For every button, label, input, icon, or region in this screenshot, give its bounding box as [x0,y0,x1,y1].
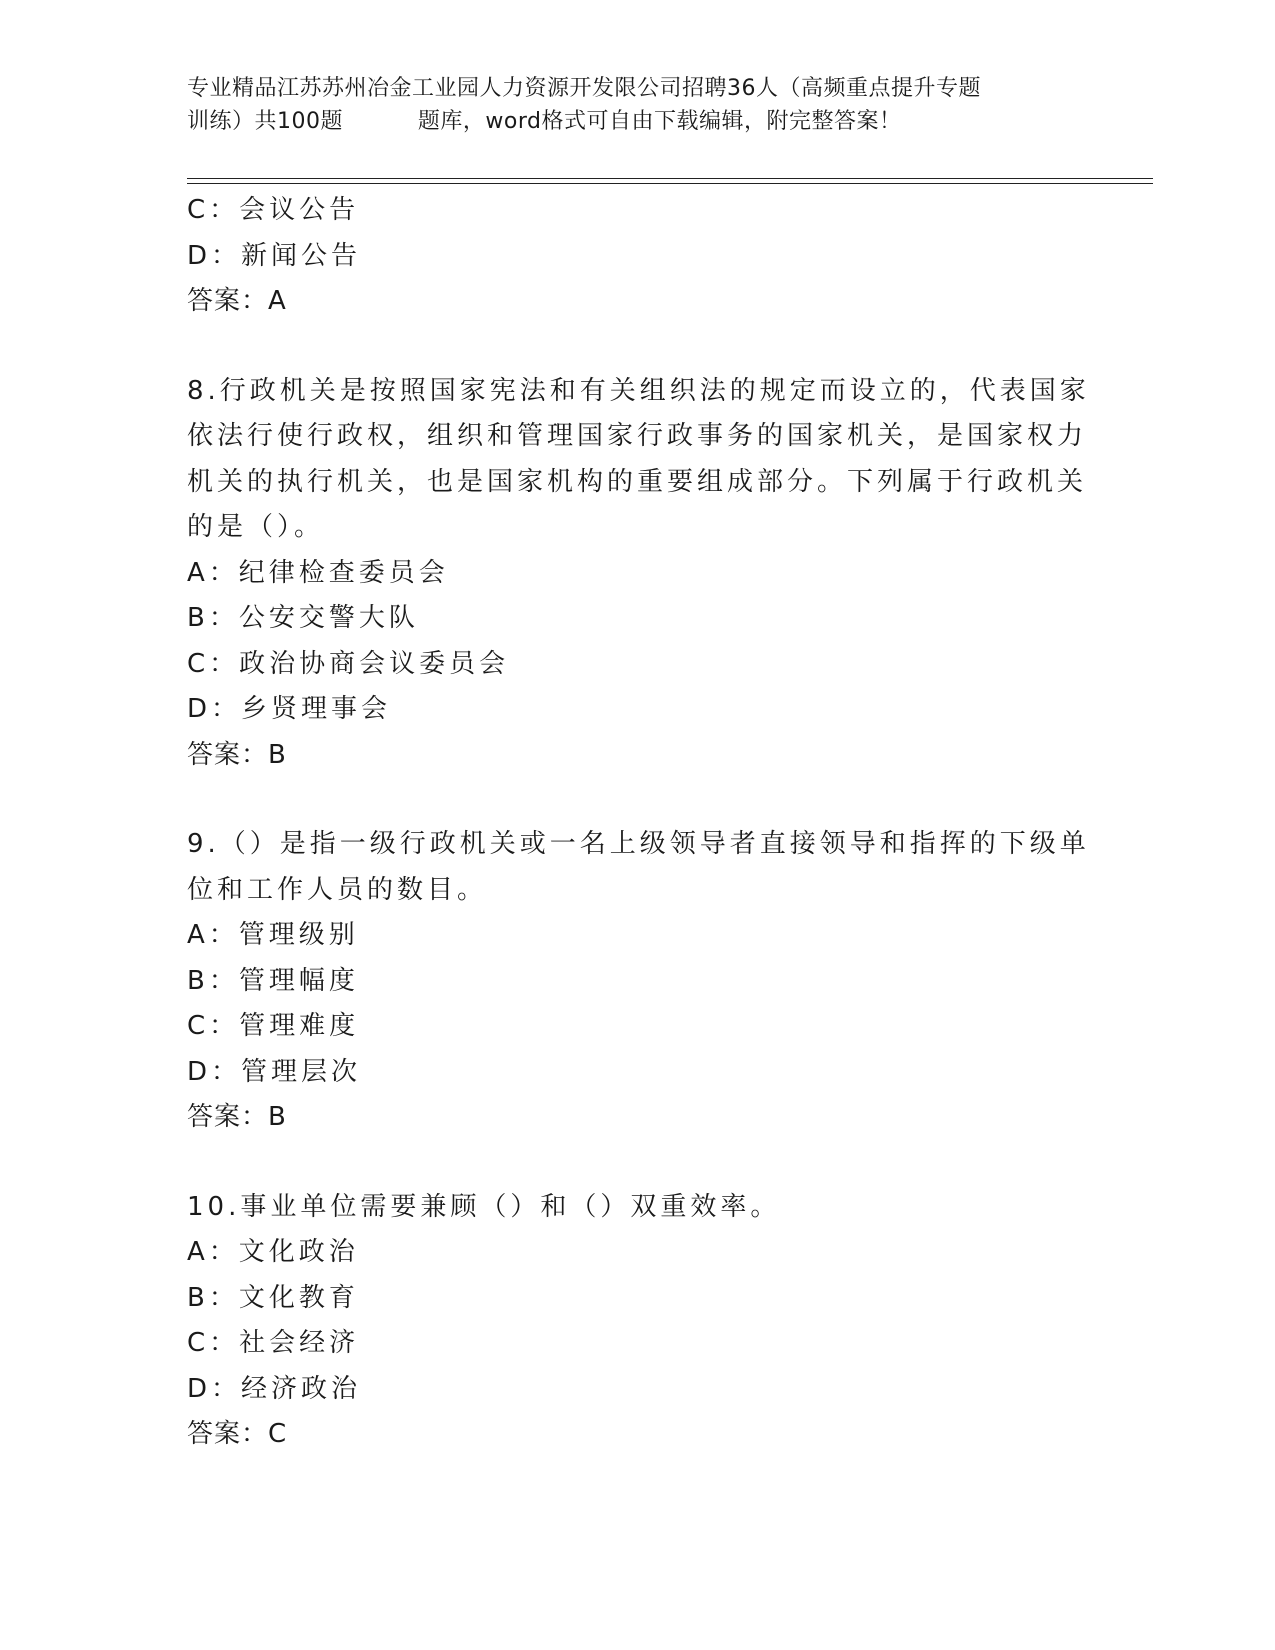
option-d: D：乡贤理事会 [187,694,392,724]
header-title-line-1: 专业精品江苏苏州冶金工业园人力资源开发限公司招聘36人（高频重点提升专题 [187,76,981,101]
answer-line: 答案：C [187,1419,288,1449]
question-9 [187,822,1090,1141]
header-divider-bottom [187,183,1153,184]
option-b: B：文化教育 [187,1282,359,1313]
question-stem-line: 8.行政机关是按照国家宪法和有关组织法的规定而设立的，代表国家 [187,375,1090,406]
option-c: C：管理难度 [187,1011,360,1041]
option-b: B：管理幅度 [187,965,359,996]
question-list [187,188,1090,1458]
question-stem-line: 位和工作人员的数目。 [187,874,488,905]
answer-line: 答案：A [187,286,287,316]
option-d: D：新闻公告 [187,240,362,271]
option-a: A：管理级别 [187,920,359,950]
question-stem-line: 依法行使行政权，组织和管理国家行政事务的国家机关，是国家权力 [187,421,1088,451]
answer-line: 答案：B [187,739,287,770]
option-d: D：经济政治 [187,1373,362,1404]
question-stem-line: 9.（）是指一级行政机关或一名上级领导者直接领导和指挥的下级单 [187,829,1090,859]
option-c: C：政治协商会议委员会 [187,648,510,679]
document-header [187,72,1087,138]
option-c: C：社会经济 [187,1328,360,1358]
spacer [187,778,1077,822]
header-divider-top [187,178,1153,179]
question-10 [187,1185,1077,1458]
header-title-line-2: 训练）共100题 题库，word格式可自由下载编辑，附完整答案！ [187,109,902,134]
spacer [187,325,1077,369]
option-a: A：文化政治 [187,1237,359,1267]
option-b: B：公安交警大队 [187,603,419,633]
answer-line: 答案：B [187,1102,287,1132]
question-stem-line: 机关的执行机关，也是国家机构的重要组成部分。下列属于行政机关 [187,466,1088,497]
question-stem-line: 10.事业单位需要兼顾（）和（）双重效率。 [187,1191,781,1222]
option-c: C：会议公告 [187,195,360,225]
question-8 [187,369,1090,779]
question-7 [187,188,1077,325]
question-stem-line: 的是（）。 [187,512,325,542]
option-d: D：管理层次 [187,1056,362,1087]
option-a: A：纪律检查委员会 [187,557,449,588]
spacer [187,1141,1077,1185]
